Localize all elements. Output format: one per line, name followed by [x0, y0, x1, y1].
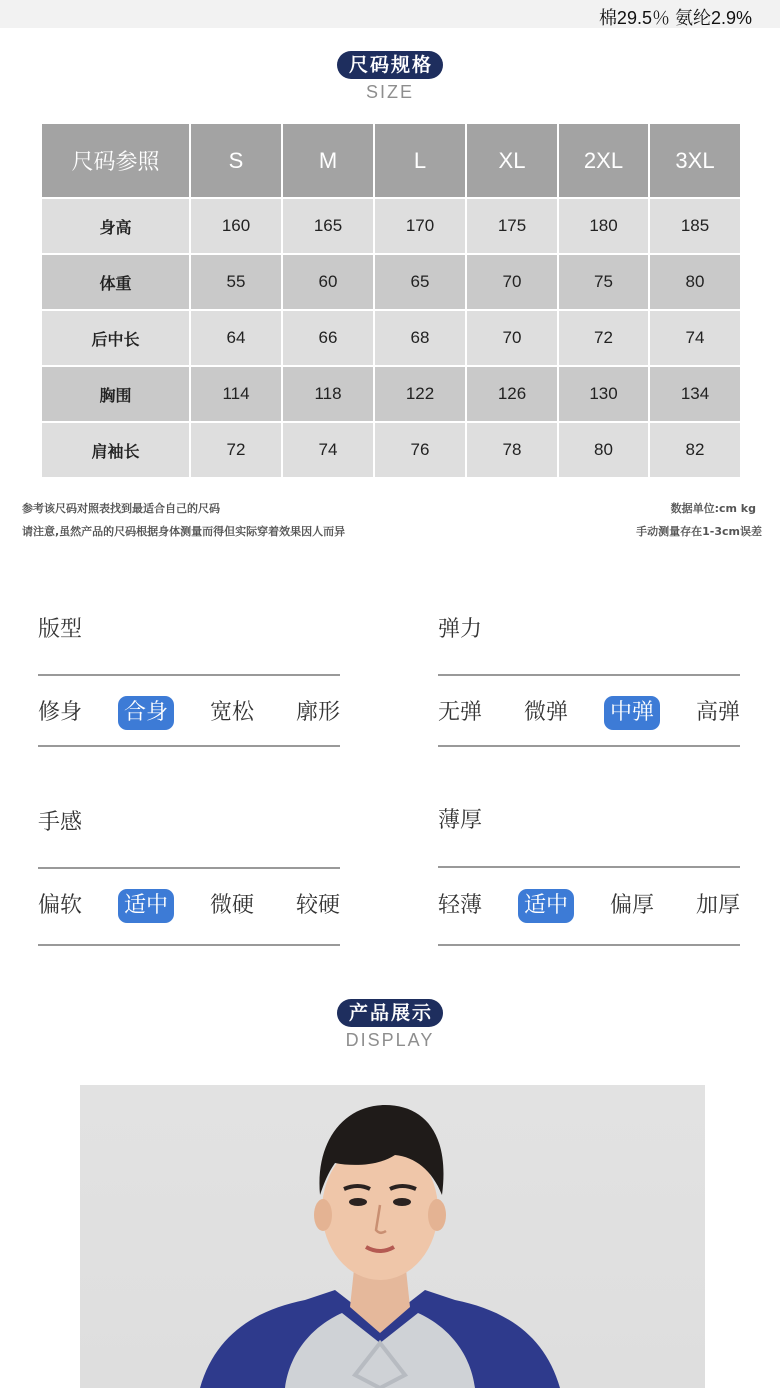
top-composition-strip: [0, 0, 780, 28]
size-advice-note: 参考该尺码对照表找到最适合自己的尺码: [22, 502, 220, 515]
table-cell: 80: [649, 254, 741, 310]
row-label: 肩袖长: [41, 422, 190, 478]
table-cell: 180: [558, 198, 649, 254]
divider: [438, 944, 740, 946]
size-column-header: S: [190, 123, 282, 198]
row-label: 后中长: [41, 310, 190, 366]
option-tag: 较硬: [295, 893, 340, 918]
table-cell: 65: [374, 254, 466, 310]
option-tag: 宽松: [209, 700, 254, 725]
row-label: 身高: [41, 198, 190, 254]
table-cell: 75: [558, 254, 649, 310]
table-cell: 160: [190, 198, 282, 254]
divider: [38, 867, 340, 869]
table-cell: 76: [374, 422, 466, 478]
table-row: [41, 254, 741, 310]
table-cell: 72: [558, 310, 649, 366]
attr-title-fit: 版型: [38, 617, 83, 642]
table-cell: 55: [190, 254, 282, 310]
table-cell: 72: [190, 422, 282, 478]
table-row: [41, 198, 741, 254]
size-table-header-row: [41, 123, 741, 198]
fit-disclaimer-note: 请注意,虽然产品的尺码根据身体测量而得但实际穿着效果因人而异: [22, 525, 346, 538]
table-cell: 114: [190, 366, 282, 422]
table-cell: 78: [466, 422, 558, 478]
product-photo: [80, 1085, 705, 1388]
option-tag: 偏厚: [609, 893, 654, 918]
table-cell: 64: [190, 310, 282, 366]
divider: [438, 866, 740, 868]
display-section-title: 产品展示: [337, 999, 443, 1027]
option-tag-selected: 适中: [518, 889, 574, 923]
size-column-header: M: [282, 123, 374, 198]
table-row: [41, 310, 741, 366]
table-cell: 130: [558, 366, 649, 422]
option-tag-selected: 合身: [118, 696, 174, 730]
attr-options-fit: [38, 696, 340, 730]
model-wearing-hoodie-image: [80, 1085, 705, 1388]
size-section-subtitle: SIZE: [365, 82, 414, 102]
table-cell: 80: [558, 422, 649, 478]
table-row: [41, 366, 741, 422]
option-tag: 微弹: [523, 700, 568, 725]
table-cell: 122: [374, 366, 466, 422]
unit-note: 数据单位:cm kg: [670, 502, 756, 515]
display-section-subtitle: DISPLAY: [345, 1030, 435, 1050]
divider: [438, 674, 740, 676]
size-column-header: XL: [466, 123, 558, 198]
option-tag: 高弹: [695, 700, 740, 725]
table-cell: 60: [282, 254, 374, 310]
option-tag: 偏软: [38, 893, 83, 918]
table-cell: 82: [649, 422, 741, 478]
divider: [38, 674, 340, 676]
option-tag: 修身: [38, 700, 83, 725]
table-cell: 70: [466, 254, 558, 310]
size-chart-table: [40, 122, 742, 479]
display-section-header: [0, 999, 780, 1051]
table-cell: 170: [374, 198, 466, 254]
attr-options-elasticity: [438, 696, 740, 730]
attr-title-elasticity: 弹力: [438, 617, 483, 642]
option-tag-selected: 中弹: [604, 696, 660, 730]
option-tag: 加厚: [695, 893, 740, 918]
size-column-header: L: [374, 123, 466, 198]
table-cell: 165: [282, 198, 374, 254]
size-section-title: 尺码规格: [337, 51, 443, 79]
table-row: [41, 422, 741, 478]
table-cell: 185: [649, 198, 741, 254]
table-cell: 66: [282, 310, 374, 366]
divider: [38, 745, 340, 747]
attr-options-thickness: [438, 889, 740, 923]
option-tag: 微硬: [209, 893, 254, 918]
size-table-header-label: 尺码参照: [41, 123, 190, 198]
size-column-header: 2XL: [558, 123, 649, 198]
size-section-header: [0, 51, 780, 103]
measurement-error-note: 手动测量存在1-3cm误差: [636, 525, 762, 538]
table-cell: 68: [374, 310, 466, 366]
row-label: 体重: [41, 254, 190, 310]
table-cell: 70: [466, 310, 558, 366]
attr-options-feel: [38, 889, 340, 923]
size-column-header: 3XL: [649, 123, 741, 198]
divider: [38, 944, 340, 946]
table-cell: 74: [282, 422, 374, 478]
table-cell: 74: [649, 310, 741, 366]
option-tag: 轻薄: [438, 893, 483, 918]
table-cell: 118: [282, 366, 374, 422]
fabric-composition: 棉29.5％ 氨纶2.9%: [598, 8, 752, 28]
option-tag: 廓形: [295, 700, 340, 725]
attr-title-thickness: 薄厚: [438, 808, 483, 833]
table-cell: 126: [466, 366, 558, 422]
attr-title-feel: 手感: [38, 810, 83, 835]
option-tag-selected: 适中: [118, 889, 174, 923]
table-cell: 175: [466, 198, 558, 254]
row-label: 胸围: [41, 366, 190, 422]
table-cell: 134: [649, 366, 741, 422]
option-tag: 无弹: [438, 700, 483, 725]
divider: [438, 745, 740, 747]
